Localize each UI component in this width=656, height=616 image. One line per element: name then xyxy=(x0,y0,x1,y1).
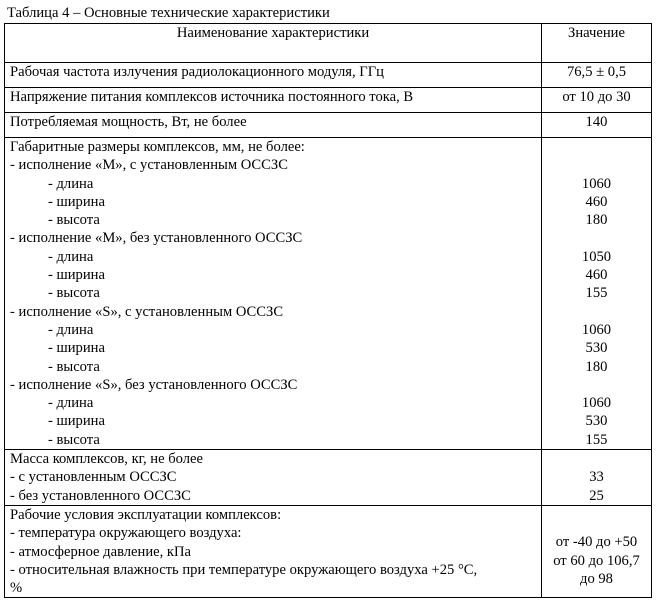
conditions-item-label: - относительная влажность при температуре окружающего воздуха +25 °С, xyxy=(10,561,478,578)
item-value: 1060 xyxy=(581,175,612,192)
group-label-m-without: - исполнение «М», без установленного ОССЗС xyxy=(10,230,303,247)
conditions-item-label: - атмосферное давление, кПа xyxy=(10,543,192,560)
item-label-height: - высота xyxy=(48,212,100,229)
table-row-conditions xyxy=(5,505,652,597)
item-value: 155 xyxy=(585,431,608,448)
conditions-item-label: - температура окружающего воздуха: xyxy=(10,525,242,542)
item-value: 155 xyxy=(585,285,608,302)
mass-item-value: 25 xyxy=(589,487,604,504)
group-label-m-with: - исполнение «М», с установленным ОССЗС xyxy=(10,157,288,174)
conditions-item-value: до 98 xyxy=(580,570,613,587)
table-row-power xyxy=(5,113,652,138)
conditions-item-label-cont: % xyxy=(10,580,23,597)
conditions-title: Рабочие условия эксплуатации комплексов: xyxy=(10,506,282,523)
mass-values xyxy=(542,450,652,506)
mass-labels xyxy=(5,450,542,506)
dimensions-values xyxy=(542,138,652,450)
table-row-mass xyxy=(5,450,652,506)
item-value: 1050 xyxy=(581,248,612,265)
conditions-item-value: от -40 до +50 xyxy=(555,534,638,551)
mass-item-value: 33 xyxy=(589,469,604,486)
item-label-height: - высота xyxy=(48,358,100,375)
item-value: 460 xyxy=(585,193,608,210)
row-value: 76,5 ± 0,5 xyxy=(542,63,652,88)
item-label-length: - длина xyxy=(48,248,94,265)
item-label-height: - высота xyxy=(48,285,100,302)
mass-item-label: - без установленного ОССЗС xyxy=(10,487,191,504)
mass-item-label: - с установленным ОССЗС xyxy=(10,469,177,486)
item-value: 180 xyxy=(585,358,608,375)
table-row-voltage xyxy=(5,88,652,113)
conditions-item-value: от 60 до 106,7 xyxy=(553,552,640,569)
item-value: 530 xyxy=(585,413,608,430)
conditions-values xyxy=(542,505,652,597)
dimensions-labels xyxy=(5,138,542,450)
group-label-s-without: - исполнение «S», без установленного ОССЗС xyxy=(10,376,298,393)
spec-table xyxy=(4,23,652,598)
item-label-width: - ширина xyxy=(48,193,105,210)
table-row-frequency xyxy=(5,63,652,88)
item-label-length: - длина xyxy=(48,395,94,412)
dimensions-title: Габаритные размеры комплексов, мм, не более: xyxy=(10,139,305,155)
conditions-labels xyxy=(5,505,542,597)
row-name: Потребляемая мощность, Вт, не более xyxy=(5,113,542,138)
header-value: Значение xyxy=(542,24,652,63)
item-label-length: - длина xyxy=(48,175,94,192)
item-label-width: - ширина xyxy=(48,340,105,357)
item-label-width: - ширина xyxy=(48,267,105,284)
table-caption: Таблица 4 – Основные технические характеристики xyxy=(7,5,330,21)
item-value: 1060 xyxy=(581,395,612,412)
row-name: Напряжение питания комплексов источника постоянного тока, В xyxy=(5,88,542,113)
group-label-s-with: - исполнение «S», с установленным ОССЗС xyxy=(10,303,284,320)
mass-title: Масса комплексов, кг, не более xyxy=(10,451,204,468)
item-value: 180 xyxy=(585,212,608,229)
item-label-length: - длина xyxy=(48,321,94,338)
item-value: 530 xyxy=(585,340,608,357)
item-label-height: - высота xyxy=(48,431,100,448)
row-value: от 10 до 30 xyxy=(542,88,652,113)
item-value: 460 xyxy=(585,267,608,284)
table-header-row xyxy=(5,24,652,63)
header-name: Наименование характеристики xyxy=(5,24,542,63)
item-label-width: - ширина xyxy=(48,413,105,430)
table-row-dimensions xyxy=(5,138,652,450)
item-value: 1060 xyxy=(581,321,612,338)
row-name: Рабочая частота излучения радиолокационного модуля, ГГц xyxy=(5,63,542,88)
row-value: 140 xyxy=(542,113,652,138)
